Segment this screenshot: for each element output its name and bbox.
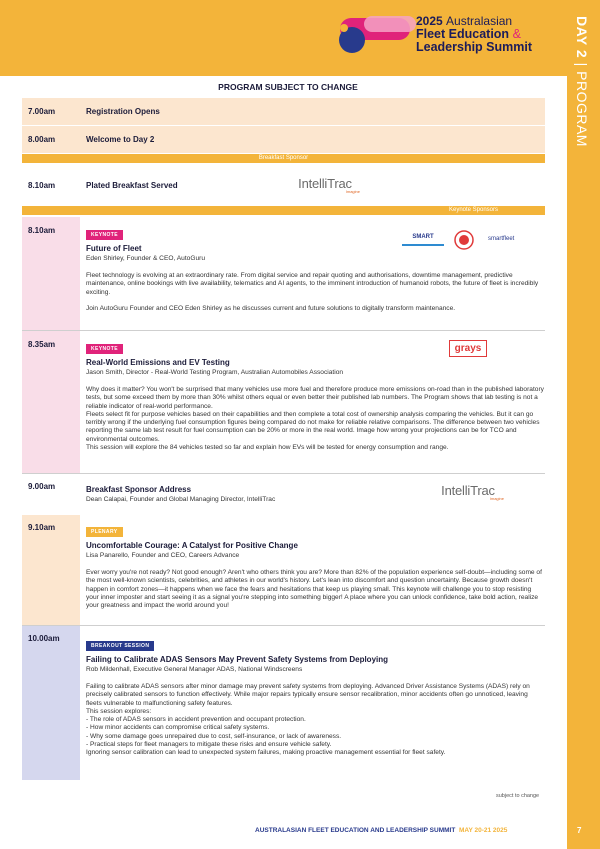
session-speaker: Lisa Panarello, Founder and CEO, Careers Advance xyxy=(86,552,240,559)
session-row-breakfast xyxy=(22,166,545,204)
session-speaker: Dean Calapai, Founder and Global Managing Director, IntelliTrac xyxy=(86,496,276,503)
summit-title xyxy=(416,14,556,54)
session-title: Failing to Calibrate ADAS Sensors May Prevent Safety Systems from Deploying xyxy=(86,655,389,664)
intellitrac-tag: Imagine xyxy=(345,189,360,194)
session-row-breakout xyxy=(22,626,545,780)
session-description xyxy=(86,683,545,758)
session-speaker: Jason Smith, Director - Real-World Testing Program, Australian Automobiles Association xyxy=(86,369,344,376)
smart-logo-icon: SMART xyxy=(402,234,444,246)
session-time: 8.10am xyxy=(28,181,56,190)
subject-to-change-note: subject to change xyxy=(496,793,540,799)
grays-logo-icon: grays xyxy=(449,340,487,357)
intellitrac-logo-icon xyxy=(290,176,360,194)
keynote-badge: KEYNOTE xyxy=(86,344,123,354)
session-title: Registration Opens xyxy=(86,107,160,116)
keynote-sponsors-bar xyxy=(22,206,545,215)
description-paragraph: Fleets select fit for purpose vehicles based on their capabilities and then complete a total cost of ownership analysis comparing the vehicles. But it can go terribly wrong if the underlying fuel consumption figures being compared do not make for reliable relative comparisons. The difference between two vehicles reporting the same lab test result for fuel consumption can be 20% or more in the real world. Image how wrong your projections can be for TCO and environmental outcomes. xyxy=(86,410,540,443)
day-label: DAY 2 xyxy=(574,16,590,59)
keynote-badge: KEYNOTE xyxy=(86,230,123,240)
session-title: Uncomfortable Courage: A Catalyst for Positive Change xyxy=(86,541,298,550)
session-description xyxy=(86,386,545,452)
summit-amp: & xyxy=(512,27,521,41)
description-paragraph: Ever worry you're not ready? Not good enough? Aren't who others think you are? More than 82% of the population experience self-doubt—including some of the most well-known scientists, celebrities, and athletes in our world's history. Let's lean into discomfort and question uncertainty. Because growth doesn't happen in comfort zones—it happens when we face the fears and hesitations that keep us playing small. This keynote will challenge you to stop resisting your inner imposter and start seeing it as a signal you're stepping into something bigger! A place where you can unlock confidence, take bold action, realize your greatness and impact the world around you! xyxy=(86,569,542,610)
description-paragraph: Join AutoGuru Founder and CEO Eden Shirley as he discusses current and future solutions to digitally transform maintenance. xyxy=(86,304,456,312)
description-bullet: - How minor accidents can compromise critical safety systems. xyxy=(86,724,270,732)
footer-event: AUSTRALASIAN FLEET EDUCATION AND LEADERSHIP SUMMIT xyxy=(255,827,456,834)
description-paragraph: This session will explore the 84 vehicles tested so far and explain how EVs will be tested for energy consumption and range. xyxy=(86,444,449,452)
description-paragraph: Failing to calibrate ADAS sensors after minor damage may prevent safety systems from deploying. Advanced Driver Assistance Systems (ADAS) rely on precisely calibrated sensors to function effectively. While major repairs typically ensure sensor recalibration, minor accidents often go unnoticed, leaving fleets vulnerable to malfunctioning safety features. xyxy=(86,683,530,707)
session-time: 7.00am xyxy=(28,107,56,116)
keynote-sponsors-label: Keynote Sponsors xyxy=(448,207,499,213)
section-label: PROGRAM xyxy=(574,71,590,147)
session-title: Plated Breakfast Served xyxy=(86,181,178,190)
intellitrac-name: IntelliTrac xyxy=(298,176,352,191)
footer xyxy=(255,827,507,834)
description-closing: Ignoring sensor calibration can lead to unexpected system failures, making proactive management essential for fleet safety. xyxy=(86,749,446,757)
program-note: PROGRAM SUBJECT TO CHANGE xyxy=(218,82,358,92)
intellitrac-logo-icon xyxy=(432,483,504,501)
session-description xyxy=(86,272,545,313)
day-program-label xyxy=(571,16,597,176)
summit-line2: Fleet Education xyxy=(416,27,510,41)
session-description xyxy=(86,569,545,610)
session-time: 8.00am xyxy=(28,135,56,144)
time-column xyxy=(22,331,80,473)
session-title: Welcome to Day 2 xyxy=(86,135,155,144)
session-title: Future of Fleet xyxy=(86,244,142,253)
session-title: Real-World Emissions and EV Testing xyxy=(86,358,230,367)
session-title: Breakfast Sponsor Address xyxy=(86,485,192,494)
session-time: 8.10am xyxy=(28,226,56,235)
session-row-plenary xyxy=(22,515,545,625)
session-speaker: Eden Shirley, Founder & CEO, AutoGuru xyxy=(86,255,205,262)
session-time: 9.00am xyxy=(28,482,56,491)
breakout-badge: BREAKOUT SESSION xyxy=(86,641,154,651)
header-band xyxy=(0,0,600,76)
autoguru-logo-icon xyxy=(454,230,474,250)
description-list-intro: This session explores: xyxy=(86,707,152,715)
plenary-badge: PLENARY xyxy=(86,527,123,537)
description-bullet: - Why some damage goes unrepaired due to cost, self-insurance, or lack of awareness. xyxy=(86,732,342,740)
session-row-welcome xyxy=(22,126,545,153)
intellitrac-name: IntelliTrac xyxy=(441,483,495,498)
summit-line3: Leadership Summit xyxy=(416,40,532,54)
page-number: 7 xyxy=(577,826,582,835)
description-paragraph: Fleet technology is evolving at an extraordinary rate. From digital service and repair quoting and authorisations, downtime management, predictive maintenance, online bookings with live availability, telematics and AI agents, to the imminent introduction of humanoid robots, the future of fleet is incredibly exciting. xyxy=(86,272,539,296)
divider-label: | xyxy=(574,62,590,67)
footer-dates: MAY 20-21 2025 xyxy=(458,827,508,834)
session-speaker: Rob Mildenhall, Executive General Manager ADAS, National Windscreens xyxy=(86,666,303,673)
breakfast-sponsor-bar: Breakfast Sponsor xyxy=(22,154,545,163)
session-time: 10.00am xyxy=(28,634,60,643)
summit-country: Australasian xyxy=(446,14,513,28)
time-column xyxy=(22,626,80,780)
session-time: 9.10am xyxy=(28,523,56,532)
summit-logo-icon xyxy=(334,14,422,58)
session-time: 8.35am xyxy=(28,340,56,349)
summit-year: 2025 xyxy=(416,14,443,28)
intellitrac-tag: Imagine xyxy=(489,496,504,501)
description-bullet: - The role of ADAS sensors in accident prevention and occupant protection. xyxy=(86,716,306,724)
description-paragraph: Why does it matter? You won't be surprised that many vehicles use more fuel and therefore produce more emissions on-road than in the published laboratory tests, but some exceed them by more than 30% whilst others equal or even better their published lab numbers. The Program shows that lab testing is not a reliable indicator of real-world performance. xyxy=(86,386,544,410)
session-row-registration xyxy=(22,98,545,125)
description-bullet: - Practical steps for fleet managers to mitigate these risks and ensure vehicle safety. xyxy=(86,741,332,749)
smartfleet-logo-icon: smartfleet xyxy=(488,236,515,242)
